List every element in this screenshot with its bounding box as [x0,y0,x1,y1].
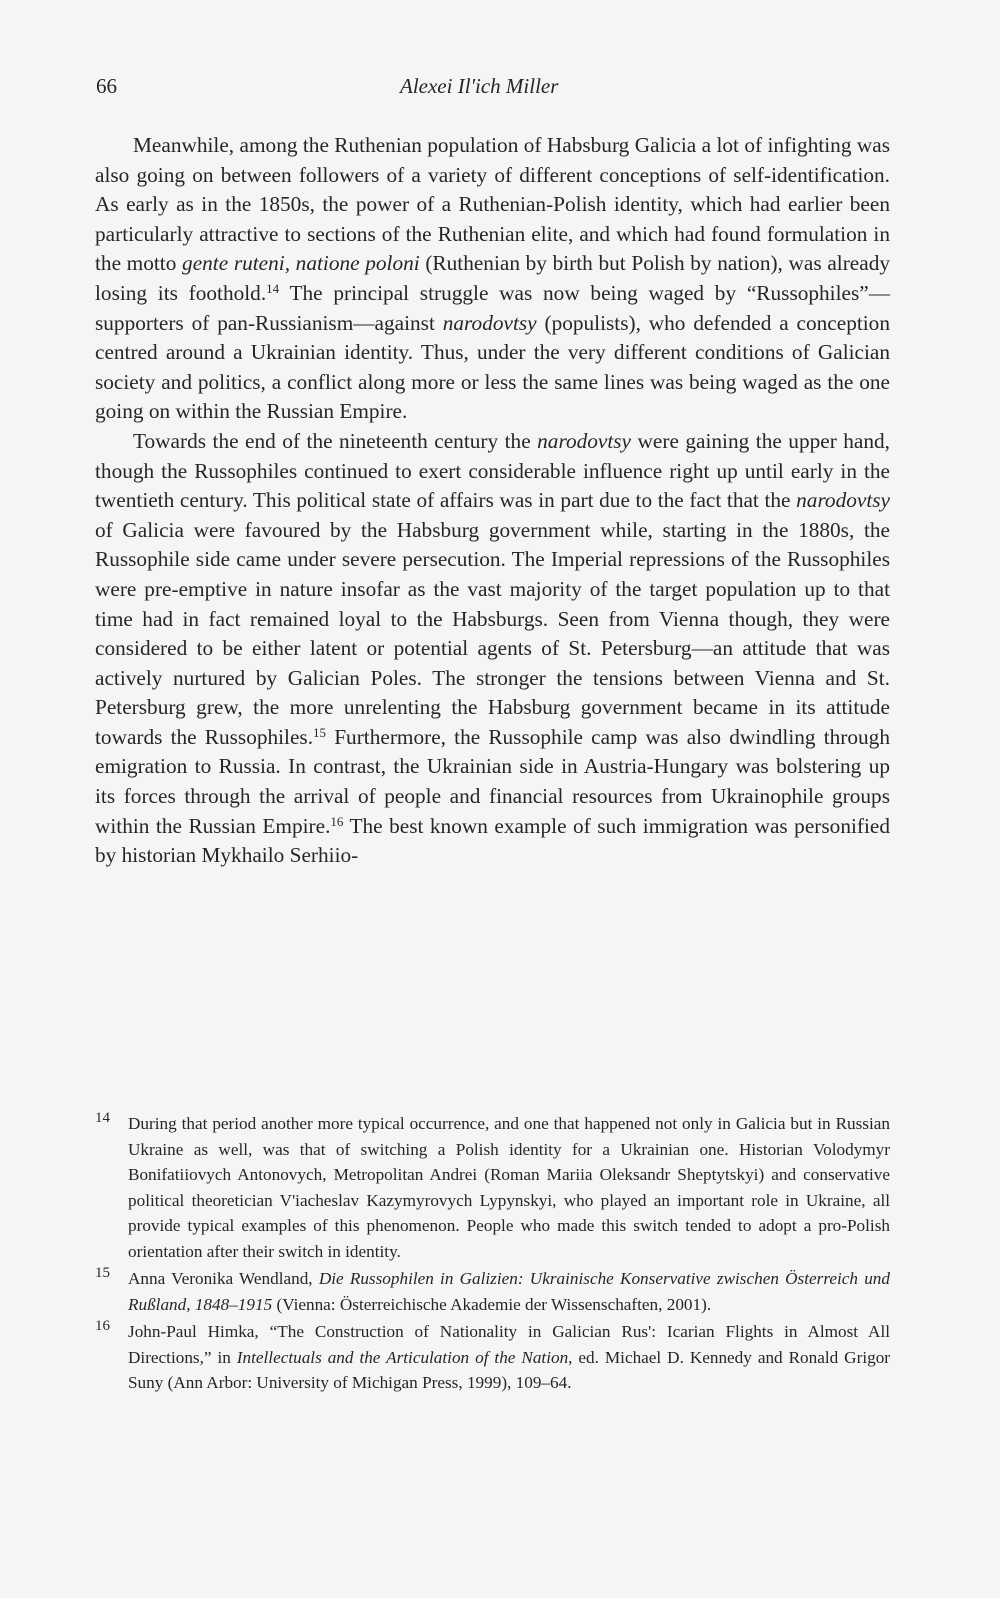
footnote-14 [95,1111,890,1264]
italic-term: narodovtsy [796,488,890,513]
footnote-title-italic: Die Russophilen in Galizien: Ukrainische Konservative zwischen Österreich und Rußland, 1848–1915 [128,1269,890,1314]
text-run: The principal struggle was now being waged by “Russophiles”—supporters of pan-Russianism—against [95,280,890,335]
page-number: 66 [96,74,117,98]
footnote-number: 14 [95,1110,110,1126]
paragraph-2 [95,427,890,871]
footnote-number: 16 [95,1318,110,1334]
text-run: Furthermore, the Russophile camp was also dwindling through emigration to Russia. In contrast, the Ukrainian side in Austria-Hungary was bolstering up its forces through the arrival of people and financial resources from Ukrainophile groups within the Russian Empire. [95,724,890,838]
text-run: (populists), who defended a conception centred around a Ukrainian identity. Thus, under the very different conditions of Galician society and politics, a conflict along more or less the same lines was being waged as the one going on within the Russian Empire. [95,310,890,424]
body-text [95,131,890,871]
footnote-ref-15[interactable]: 15 [313,724,327,740]
footnote-text: Anna Veronika Wendland, [128,1269,319,1288]
running-head-author: Alexei Il'ich Miller [400,74,559,98]
italic-phrase: gente ruteni, natione poloni [182,251,420,276]
page-header [96,74,890,104]
footnote-text: , ed. Michael D. Kennedy and Ronald Grigor Suny (Ann Arbor: University of Michigan Press, 1999), 109–64. [128,1347,891,1392]
footnote-ref-16[interactable]: 16 [330,813,344,829]
footnote-text: (Vienna: Österreichische Akademie der Wissenschaften, 2001). [272,1294,712,1314]
text-run: of Galicia were favoured by the Habsburg government while, starting in the 1880s, the Russophile side came under severe persecution. The Imperial repressions of the Russophiles were pre-emptive in nature insofar as the vast majority of the target population up to that time had in fact remained loyal to the Habsburgs. Seen from Vienna though, they were considered to be either latent or potential agents of St. Petersburg—an attitude that was actively nurtured by Galician Poles. The stronger the tensions between Vienna and St. Petersburg grew, the more unrelenting the Habsburg government became in its attitude towards the Russophiles. [95,517,890,749]
footnote-text: During that period another more typical occurrence, and one that happened not only in Galicia but in Russian Ukraine as well, was that of switching a Polish identity for a Ukrainian one. Historian Volodymyr Bonifatiiovych Antonovych, Metropolitan Andrei (Roman Mariia Oleksandr Sheptytskyi) and conservative political theoretician V'iacheslav Kazymyrovych Lypynskyi, who played an important role in Ukraine, all provide typical examples of this phenomenon. People who made this switch tended to adopt a pro-Polish orientation after their switch in identity. [128,1114,890,1261]
footnote-16 [95,1319,890,1396]
text-run: The best known example of such immigration was personified by historian Mykhailo Serhiio- [95,813,890,868]
text-run: (Ruthenian by birth but Polish by nation), was already losing its foothold. [95,251,890,305]
italic-term: narodovtsy [537,428,632,453]
text-run: Towards the end of the nineteenth century the [133,428,538,453]
text-run: Meanwhile, among the Ruthenian population of Habsburg Galicia a lot of infighting was also going on between followers of a variety of different conceptions of self-identification. As early as in the 1850s, the power of a Ruthenian-Polish identity, which had earlier been particularly attractive to sections of the Ruthenian elite, and which had found formulation in the motto [95,133,890,276]
footnote-number: 15 [95,1265,110,1281]
italic-term: narodovtsy [442,310,537,335]
footnote-title-italic: Intellectuals and the Articulation of the Nation [236,1347,569,1367]
text-run: were gaining the upper hand, though the Russophiles continued to exert considerable influence right up until early in the twentieth century. This political state of affairs was in part due to the fact that the [95,428,891,513]
footnote-text: John-Paul Himka, “The Construction of Nationality in Galician Rus': Icarian Flights in Almost All Directions,” in [128,1322,890,1367]
footnotes [95,1111,890,1398]
footnote-ref-14[interactable]: 14 [266,280,280,296]
footnote-15 [95,1266,890,1317]
paragraph-1 [95,131,890,427]
